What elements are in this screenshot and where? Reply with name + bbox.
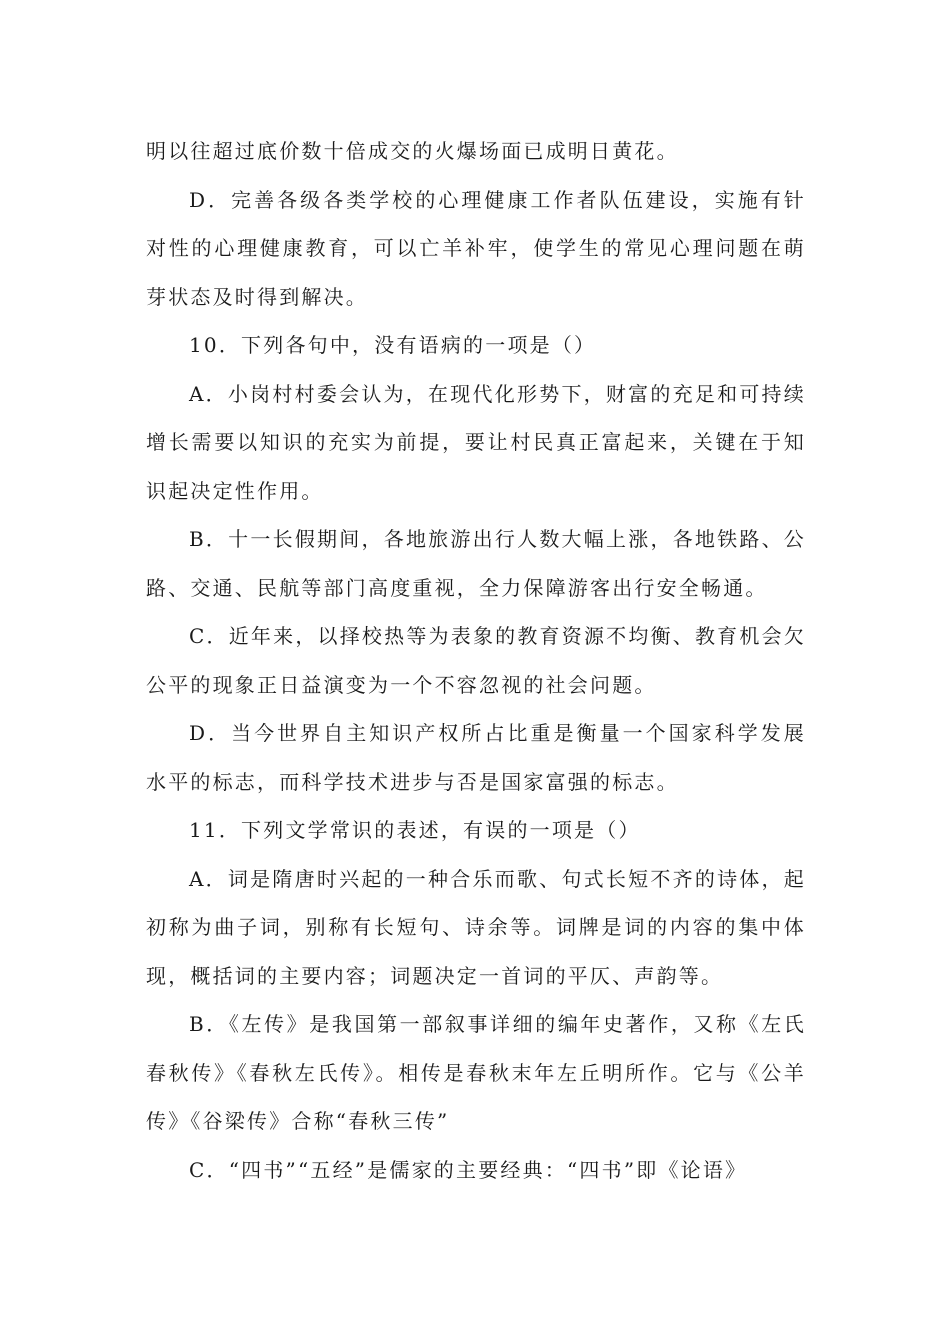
option-11b: B．《左传》是我国第一部叙事详细的编年史著作，又称《左氏春秋传》《春秋左氏传》。相传是春秋末年左丘明所作。它与《公羊传》《谷梁传》合称“春秋三传” [146, 1012, 806, 1133]
option-9d: D．完善各级各类学校的心理健康工作者队伍建设，实施有针对性的心理健康教育，可以亡羊补牢，使学生的常见心理问题在萌芽状态及时得到解决。 [146, 187, 806, 309]
option-10b: B．十一长假期间，各地旅游出行人数大幅上涨，各地铁路、公路、交通、民航等部门高度重视，全力保障游客出行安全畅通。 [146, 527, 806, 600]
question-11: 11．下列文学常识的表述，有误的一项是（） [189, 818, 641, 842]
option-10c: C．近年来，以择校热等为表象的教育资源不均衡、教育机会欠公平的现象正日益演变为一个不容忽视的社会问题。 [146, 624, 806, 697]
option-11c: C．“四书”“五经”是儒家的主要经典：“四书”即《论语》 [189, 1157, 748, 1182]
option-11a: A．词是隋唐时兴起的一种合乐而歌、句式长短不齐的诗体，起初称为曲子词，别称有长短句、诗余等。词牌是词的内容的集中体现，概括词的主要内容；词题决定一首词的平仄、声韵等。 [146, 866, 806, 988]
question-10: 10．下列各句中，没有语病的一项是（） [189, 333, 597, 357]
paragraph-continuation: 明以往超过底价数十倍成交的火爆场面已成明日黄花。 [146, 139, 679, 163]
option-10a: A．小岗村村委会认为，在现代化形势下，财富的充足和可持续增长需要以知识的充实为前提，要让村民真正富起来，关键在于知识起决定性作用。 [146, 381, 806, 503]
document-body [146, 127, 806, 1194]
option-10d: D．当今世界自主知识产权所占比重是衡量一个国家科学发展水平的标志，而科学技术进步与否是国家富强的标志。 [146, 721, 806, 794]
